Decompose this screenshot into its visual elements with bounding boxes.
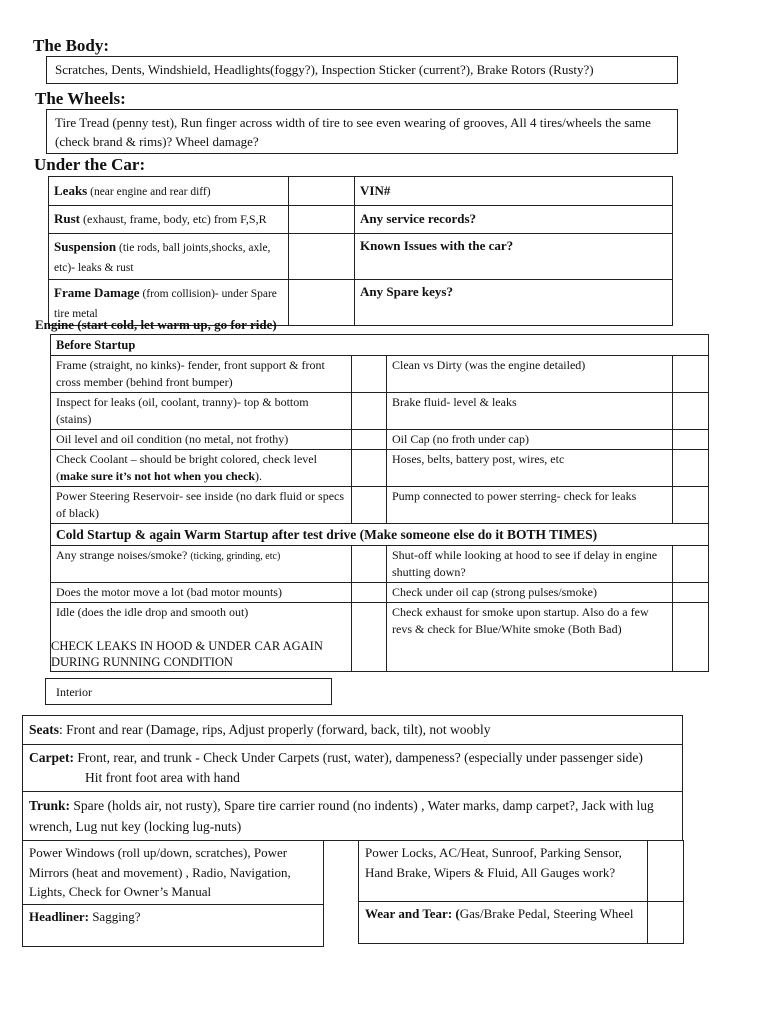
noises-detail: (ticking, grinding, etc) xyxy=(190,551,281,562)
checkbox-cell[interactable] xyxy=(673,583,709,603)
service-records-label: Any service records? xyxy=(360,211,477,226)
check-item xyxy=(51,603,352,672)
table-row xyxy=(51,603,709,672)
check-item: Inspect for leaks (oil, coolant, tranny)- top & bottom (stains) xyxy=(51,393,352,430)
checkbox-cell[interactable] xyxy=(289,280,355,326)
seats-text: : Front and rear (Damage, rips, Adjust properly (forward, back, tilt), not woobly xyxy=(59,722,491,737)
leaks-detail: (near engine and rear diff) xyxy=(87,186,211,198)
table-row xyxy=(49,177,673,206)
carpet-label: Carpet: xyxy=(29,750,74,765)
suspension-label: Suspension xyxy=(54,239,117,254)
check-item: Oil level and oil condition (no metal, not frothy) xyxy=(51,430,352,450)
check-item: Check under oil cap (strong pulses/smoke) xyxy=(387,583,673,603)
wheels-checklist-text: Tire Tread (penny test), Run finger across width of tire to see even wearing of grooves, All 4 tires/wheels the same (check brand & rims)? Wheel damage? xyxy=(55,115,651,149)
checkbox-cell[interactable] xyxy=(352,603,387,672)
wear-tear-label: Wear and Tear: ( xyxy=(365,906,460,921)
rust-detail: (exhaust, frame, body, etc) from F,S,R xyxy=(80,212,267,226)
table-row xyxy=(51,430,709,450)
power-locks-cell: Power Locks, AC/Heat, Sunroof, Parking Sensor, Hand Brake, Wipers & Fluid, All Gauges work? xyxy=(359,841,648,902)
check-item xyxy=(51,450,352,487)
check-item: Oil Cap (no froth under cap) xyxy=(387,430,673,450)
trunk-text: Spare (holds air, not rusty), Spare tire carrier round (no indents) , Water marks, damp carpet?, Jack with lug wrench, Lug nut key (locking lug-nuts) xyxy=(29,798,654,834)
seats-row xyxy=(22,715,683,745)
table-row xyxy=(51,356,709,393)
frame-damage-detail: (from collision)- under Spare tire metal xyxy=(54,288,277,320)
body-checklist-text: Scratches, Dents, Windshield, Headlights(foggy?), Inspection Sticker (current?), Brake Rotors (Rusty?) xyxy=(55,62,594,77)
checkbox-cell[interactable] xyxy=(352,583,387,603)
table-row xyxy=(51,335,709,356)
table-row xyxy=(51,393,709,430)
wheels-checklist-box xyxy=(46,109,678,154)
wheels-heading: The Wheels: xyxy=(35,89,126,108)
body-checklist-box xyxy=(46,56,678,84)
check-item: Check exhaust for smoke upon startup. Also do a few revs & check for Blue/White smoke (Both Bad) xyxy=(387,603,673,672)
checkbox-cell[interactable] xyxy=(673,430,709,450)
frame-damage-label: Frame Damage xyxy=(54,285,140,300)
engine-heading: Engine (start cold, let warm up, go for ride) xyxy=(35,317,277,332)
checkbox-cell[interactable] xyxy=(352,546,387,583)
table-row xyxy=(51,583,709,603)
check-item: Hoses, belts, battery post, wires, etc xyxy=(387,450,673,487)
check-item: Power Steering Reservoir- see inside (no dark fluid or specs of black) xyxy=(51,487,352,524)
checkbox-cell[interactable] xyxy=(673,546,709,583)
wear-tear-text: Gas/Brake Pedal, Steering Wheel xyxy=(459,906,634,921)
noises-text: Any strange noises/smoke? xyxy=(56,548,191,562)
coolant-text: Check Coolant – should be bright colored, check level ( xyxy=(56,452,317,483)
check-item: Pump connected to power sterring- check for leaks xyxy=(387,487,673,524)
check-item: Does the motor move a lot (bad motor mounts) xyxy=(51,583,352,603)
spare-keys-label: Any Spare keys? xyxy=(360,284,453,299)
wear-tear-cell xyxy=(359,902,648,944)
checkbox-cell[interactable] xyxy=(648,902,684,944)
coolant-warning: make sure it’s not hot when you check xyxy=(60,469,256,483)
check-item: Clean vs Dirty (was the engine detailed) xyxy=(387,356,673,393)
checkbox-cell[interactable] xyxy=(673,603,709,672)
table-row xyxy=(23,904,324,946)
table-row xyxy=(51,546,709,583)
power-locks-table xyxy=(358,840,684,944)
engine-table xyxy=(50,334,709,672)
headliner-cell xyxy=(23,904,324,946)
cold-startup-heading: Cold Startup & again Warm Startup after test drive (Make someone else do it BOTH TIMES) xyxy=(51,524,709,546)
carpet-row xyxy=(22,744,683,792)
checkbox-cell[interactable] xyxy=(352,487,387,524)
check-item: Brake fluid- level & leaks xyxy=(387,393,673,430)
check-leaks-note: CHECK LEAKS IN HOOD & UNDER CAR AGAIN DURING RUNNING CONDITION xyxy=(51,639,323,669)
checkbox-cell[interactable] xyxy=(352,393,387,430)
table-row xyxy=(51,487,709,524)
table-row xyxy=(49,234,673,280)
suspension-detail: (tie rods, ball joints,shocks, axle, etc)- leaks & rust xyxy=(54,242,271,274)
table-row xyxy=(359,902,684,944)
power-windows-table xyxy=(22,840,324,947)
known-issues-label: Known Issues with the car? xyxy=(360,238,514,253)
vin-label: VIN# xyxy=(360,183,391,198)
checkbox-cell[interactable] xyxy=(289,206,355,234)
body-heading: The Body: xyxy=(33,36,110,55)
checkbox-cell[interactable] xyxy=(352,430,387,450)
checkbox-cell[interactable] xyxy=(673,393,709,430)
carpet-text: Front, rear, and trunk - Check Under Carpets (rust, water), dampeness? (especially under passenger side) xyxy=(73,750,643,765)
checkbox-cell[interactable] xyxy=(673,356,709,393)
under-car-heading: Under the Car: xyxy=(34,155,146,174)
check-item: Frame (straight, no kinks)- fender, front support & front cross member (behind front bumper) xyxy=(51,356,352,393)
leaks-label: Leaks xyxy=(54,183,88,198)
idle-text: Idle (does the idle drop and smooth out) xyxy=(56,605,249,619)
interior-heading: Interior xyxy=(56,685,92,699)
under-car-table xyxy=(48,176,673,326)
table-row xyxy=(51,450,709,487)
power-windows-cell: Power Windows (roll up/down, scratches), Power Mirrors (heat and movement) , Radio, Navigation, Lights, Check for Owner’s Manual xyxy=(23,841,324,905)
trunk-row xyxy=(22,791,683,841)
seats-label: Seats xyxy=(29,722,59,737)
carpet-text-2: Hit front foot area with hand xyxy=(85,770,240,785)
table-row xyxy=(359,841,684,902)
checkbox-cell[interactable] xyxy=(289,177,355,206)
checkbox-cell[interactable] xyxy=(673,487,709,524)
headliner-text: Sagging? xyxy=(88,908,141,924)
table-row xyxy=(51,524,709,546)
table-row xyxy=(23,841,324,905)
headliner-label: Headliner: xyxy=(29,908,89,924)
checkbox-cell[interactable] xyxy=(648,841,684,902)
before-startup-heading: Before Startup xyxy=(51,335,709,356)
check-item: Shut-off while looking at hood to see if delay in engine shutting down? xyxy=(387,546,673,583)
rust-label: Rust xyxy=(54,211,81,226)
interior-heading-box xyxy=(45,678,332,705)
checkbox-cell[interactable] xyxy=(673,450,709,487)
trunk-label: Trunk: xyxy=(29,798,71,813)
table-row xyxy=(49,206,673,234)
checkbox-cell[interactable] xyxy=(352,450,387,487)
coolant-text-end: ). xyxy=(255,469,263,483)
checkbox-cell[interactable] xyxy=(352,356,387,393)
checkbox-cell[interactable] xyxy=(289,234,355,280)
check-item xyxy=(51,546,352,583)
